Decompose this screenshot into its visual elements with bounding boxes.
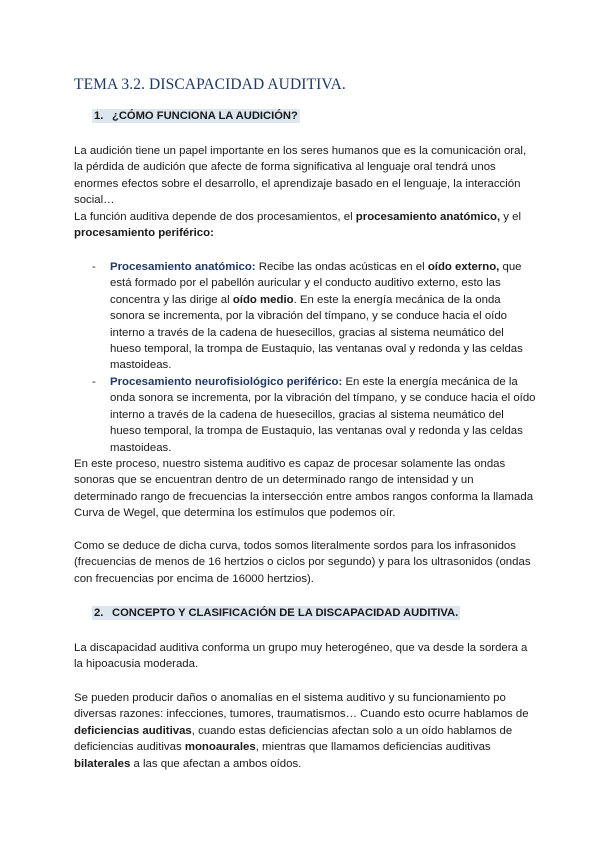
bullet-anatomico-oido-externo: oído externo, xyxy=(427,261,500,273)
section-2-number: 2. xyxy=(94,607,104,619)
p2-bold-periferico: procesamiento periférico: xyxy=(74,227,214,240)
section-1-title: ¿CÓMO FUNCIONA LA AUDICIÓN? xyxy=(112,110,298,122)
s2p2-bold-monoaurales: monoaurales xyxy=(184,741,256,754)
bullet-anatomico xyxy=(92,259,536,374)
bullet-neurofisiologico xyxy=(92,374,536,456)
s2p2-text-a: Se pueden producir daños o anomalías en el sistema auditivo y su funcionamiento po diversas razones: infecciones, tumores, traumatismos… Cuando esto ocurre hablamos de xyxy=(74,692,529,721)
bullet-dash: - xyxy=(92,261,96,273)
section-1-paragraph-3: En este proceso, nuestro sistema auditivo es capaz de procesar solamente las ondas sonoras que se encuentran dentro de un determinado rango de intensidad y un determinado rango de frecuencias la intersección entre ambos rangos conforma la llamada Curva de Wegel, que determina los estímulos que podemos oír. xyxy=(74,458,534,520)
section-2-paragraph-1: La discapacidad auditiva conforma un grupo muy heterogéneo, que va desde la sordera a la hipoacusia moderada. xyxy=(74,642,528,671)
s2p2-text-g: a las que afectan a ambos oídos. xyxy=(130,757,302,770)
bullet-anatomico-t3: . En este la energía mecánica de la onda sonora se incrementa, por la vibración del tímpano, y se conduce hacia el oído interno a través de la cadena de huesecillos, gracias al sistema neumático del hueso temporal, la trompa de Eustaquio, las ventanas oval y redonda y las celdas mastoideas. xyxy=(110,293,523,372)
bullet-dash: - xyxy=(92,376,96,388)
bullet-anatomico-term: Procesamiento anatómico: xyxy=(110,261,256,273)
bullet-neuro-term: Procesamiento neurofisiológico periférico: xyxy=(110,376,343,388)
p2-text-c: y el xyxy=(500,211,522,223)
p2-text-a: La función auditiva depende de dos procesamientos, el xyxy=(74,211,356,223)
section-2-highlight xyxy=(92,606,460,620)
section-2-heading xyxy=(92,607,460,619)
bullet-anatomico-oido-medio: oído medio xyxy=(232,293,294,306)
section-1-highlight xyxy=(92,109,300,123)
document-title: TEMA 3.2. DISCAPACIDAD AUDITIVA. xyxy=(74,76,346,93)
s2p2-bold-bilaterales: bilaterales xyxy=(74,757,131,770)
section-1-paragraph-2 xyxy=(74,209,534,242)
bullet-anatomico-t1: Recibe las ondas acústicas en el xyxy=(255,261,428,273)
section-1-paragraph-4: Como se deduce de dicha curva, todos somos literalmente sordos para los infrasonidos (frecuencias de menos de 16 hertzios o ciclos por segundo) y para los ultrasonidos (ondas con frecuencias por encima de 16000 hertzios). xyxy=(74,540,531,585)
section-1-heading xyxy=(92,110,300,122)
bullet-neuro-t1: En este la energía mecánica de la onda sonora se incrementa, por la vibración del tímpano, y se conduce hacia el oído interno a través de la cadena de huesecillos, gracias al sistema neumático del hueso temporal, la trompa de Eustaquio, las ventanas oval y redonda y las celdas mastoideas. xyxy=(110,376,536,454)
section-1-number: 1. xyxy=(94,110,104,122)
bullet-anatomico-t2: que está formado por el pabellón auricular y el conducto auditivo externo, esto las concentra y las dirige al xyxy=(110,261,522,306)
s2p2-text-c: , cuando estas deficiencias afectan solo a un oído hablamos de deficiencias auditivas xyxy=(74,724,513,754)
bullet-neuro-text xyxy=(110,374,536,456)
bullet-anatomico-text xyxy=(110,259,536,374)
section-2-paragraph-2 xyxy=(74,690,534,772)
s2p2-text-e: , mientras que llamamos deficiencias auditivas xyxy=(255,741,491,754)
s2p2-bold-deficiencias: deficiencias auditivas xyxy=(74,724,192,737)
section-2-title: CONCEPTO Y CLASIFICACIÓN DE LA DISCAPACIDAD AUDITIVA. xyxy=(112,607,459,619)
section-1-paragraph-1: La audición tiene un papel importante en los seres humanos que es la comunicación oral, la pérdida de audición que afecte de forma significativa al lenguaje oral tendrá unos enormes efectos sobre el desarrollo, el aprendizaje basado en el lenguaje, la interacción social… xyxy=(74,145,527,207)
p2-bold-anatomico: procesamiento anatómico, xyxy=(355,211,501,223)
